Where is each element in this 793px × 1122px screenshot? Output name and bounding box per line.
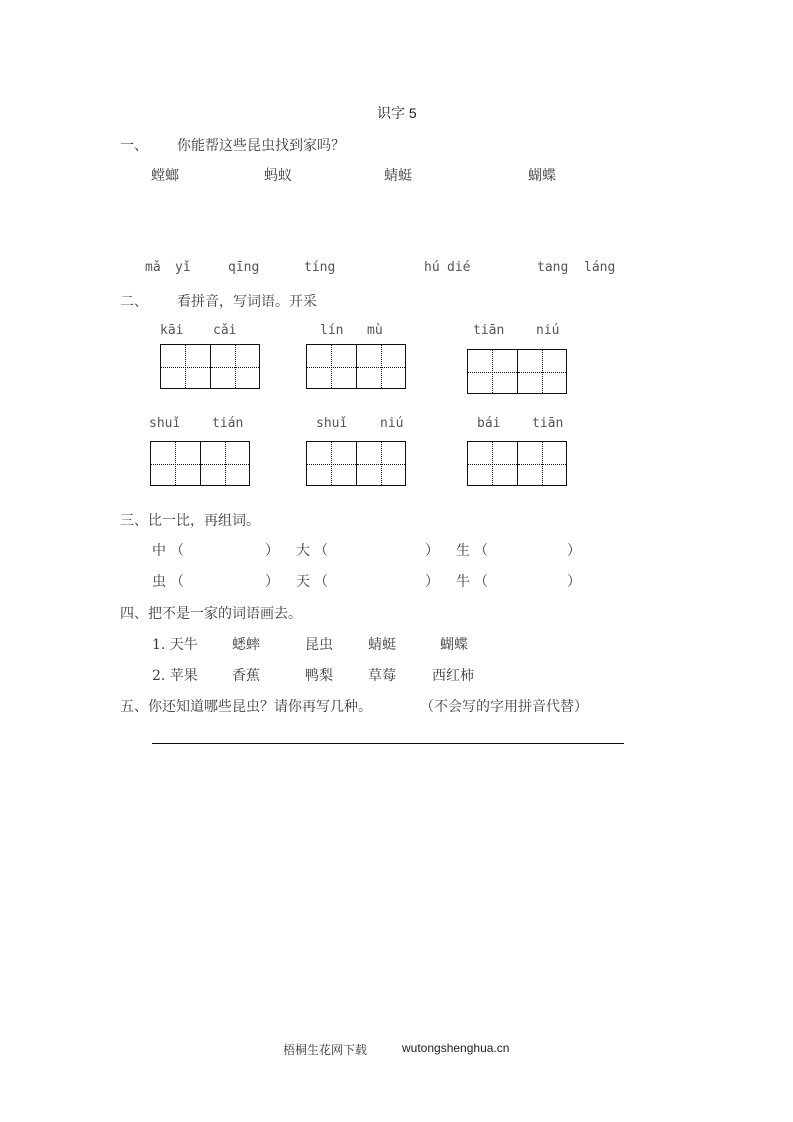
word-option[interactable]: 1. 天牛 [152, 637, 198, 653]
close-paren: ） [265, 543, 279, 559]
pinyin-mantis-2: láng [584, 260, 616, 275]
grid-cell[interactable] [307, 442, 356, 485]
section-4-heading: 四、把不是一家的词语画去。 [120, 606, 302, 622]
grid-cell[interactable] [210, 345, 260, 388]
pinyin-label: shuǐ [316, 416, 348, 431]
pinyin-butterfly-1: hú [424, 260, 440, 275]
insect-word-mantis: 螳螂 [151, 168, 179, 184]
grid-cell[interactable] [468, 350, 517, 393]
grid-cell[interactable] [517, 350, 567, 393]
section-2-number: 二、 [120, 294, 148, 310]
pinyin-label: tiān [532, 416, 564, 431]
grid-cell[interactable] [200, 442, 250, 485]
grid-cell[interactable] [356, 442, 406, 485]
grid-cell[interactable] [468, 442, 517, 485]
word-option[interactable]: 草莓 [368, 668, 396, 684]
close-paren: ） [567, 543, 581, 559]
insect-word-butterfly: 蝴蝶 [528, 168, 556, 184]
compare-char: 虫 [152, 574, 166, 590]
compare-char: 生 [456, 543, 470, 559]
word-option[interactable]: 西红柿 [432, 668, 474, 684]
open-paren: （ [474, 543, 488, 559]
writing-grid-baitian[interactable] [467, 441, 567, 486]
compare-char: 牛 [456, 574, 470, 590]
grid-cell[interactable] [356, 345, 406, 388]
insect-word-ant: 蚂蚁 [264, 168, 292, 184]
word-option[interactable]: 昆虫 [305, 637, 333, 653]
answer-line[interactable] [152, 743, 624, 744]
writing-grid-tianniu[interactable] [467, 349, 567, 394]
open-paren: （ [314, 543, 328, 559]
word-option[interactable]: 鸭梨 [305, 668, 333, 684]
open-paren: （ [474, 574, 488, 590]
section-3-heading: 三、比一比，再组词。 [120, 513, 260, 529]
grid-cell[interactable] [161, 345, 210, 388]
open-paren: （ [170, 543, 184, 559]
pinyin-label: tián [212, 416, 244, 431]
close-paren: ） [265, 574, 279, 590]
word-option[interactable]: 蜻蜓 [368, 637, 396, 653]
insect-word-dragonfly: 蜻蜓 [384, 168, 412, 184]
pinyin-dragonfly-2: tíng [304, 260, 336, 275]
open-paren: （ [314, 574, 328, 590]
word-option[interactable]: 蝴蝶 [440, 637, 468, 653]
writing-grid-shuitian[interactable] [150, 441, 250, 486]
pinyin-label: mù [367, 323, 383, 338]
footer-site-name: 梧桐生花网下载 [283, 1043, 368, 1057]
pinyin-mantis-1: tang [537, 260, 569, 275]
footer-url[interactable]: wutongshenghua.cn [402, 1041, 510, 1055]
pinyin-label: bái [477, 416, 501, 431]
grid-cell[interactable] [307, 345, 356, 388]
section-5-note: （不会写的字用拼音代替） [420, 699, 588, 715]
pinyin-ant-2: yǐ [175, 260, 191, 275]
word-option[interactable]: 香蕉 [232, 668, 260, 684]
pinyin-butterfly-2: dié [447, 260, 471, 275]
section-1-number: 一、 [120, 138, 148, 154]
section-5-heading: 五、你还知道哪些昆虫？请你再写几种。 [120, 699, 372, 715]
compare-char: 大 [296, 543, 310, 559]
writing-grid-kaicai[interactable] [160, 344, 260, 389]
pinyin-label: cǎi [213, 323, 237, 338]
pinyin-label: niú [380, 416, 404, 431]
section-2-heading: 看拼音，写词语。开采 [177, 294, 317, 310]
grid-cell[interactable] [517, 442, 567, 485]
pinyin-label: shuǐ [149, 416, 181, 431]
open-paren: （ [170, 574, 184, 590]
pinyin-label: tiān [473, 323, 505, 338]
close-paren: ） [425, 574, 439, 590]
close-paren: ） [425, 543, 439, 559]
pinyin-label: niú [536, 323, 560, 338]
page-title: 识字 5 [377, 105, 417, 121]
compare-char: 中 [152, 543, 166, 559]
section-1-heading: 你能帮这些昆虫找到家吗？ [177, 138, 345, 154]
word-option[interactable]: 蟋蟀 [232, 637, 260, 653]
writing-grid-linmu[interactable] [306, 344, 406, 389]
grid-cell[interactable] [151, 442, 200, 485]
writing-grid-shuiniu[interactable] [306, 441, 406, 486]
word-option[interactable]: 2. 苹果 [152, 668, 198, 684]
pinyin-ant-1: mǎ [145, 260, 161, 275]
close-paren: ） [567, 574, 581, 590]
pinyin-dragonfly-1: qīng [228, 260, 260, 275]
pinyin-label: lín [320, 323, 344, 338]
compare-char: 天 [296, 574, 310, 590]
pinyin-label: kāi [160, 323, 184, 338]
